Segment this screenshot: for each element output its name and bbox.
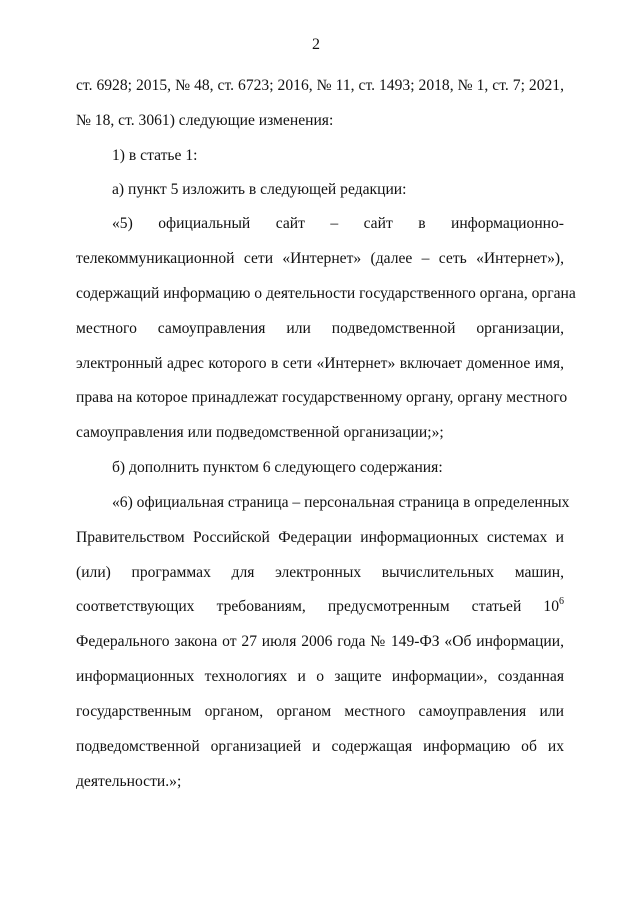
list-item-heading: 1) в статье 1:: [112, 147, 198, 164]
text-line-with-superscript: [76, 597, 564, 619]
text-line: самоуправления или подведомственной организации;»;: [76, 424, 444, 441]
sub-item-heading: а) пункт 5 изложить в следующей редакции:: [112, 181, 407, 198]
text-line: местного самоуправления или подведомственной организации,: [76, 320, 564, 337]
text-line: подведомственной организацией и содержащая информацию об их: [76, 738, 564, 755]
sub-item-heading: б) дополнить пунктом 6 следующего содержания:: [112, 459, 443, 476]
text-line: (или) программах для электронных вычислительных машин,: [76, 564, 564, 581]
text-line: ст. 6928; 2015, № 48, ст. 6723; 2016, № 11, ст. 1493; 2018, № 1, ст. 7; 2021,: [76, 77, 564, 94]
text-line: телекоммуникационной сети «Интернет» (далее – сеть «Интернет»),: [76, 250, 564, 267]
text-line: «6) официальная страница – персональная страница в определенных: [112, 494, 570, 511]
page-number: 2: [312, 36, 320, 53]
superscript: 6: [559, 596, 564, 607]
line-text: соответствующих требованиям, предусмотренным статьей 10: [76, 598, 559, 615]
text-line: государственным органом, органом местного самоуправления или: [76, 703, 564, 720]
text-line: содержащий информацию о деятельности государственного органа, органа: [76, 285, 576, 302]
text-line: информационных технологиях и о защите информации», созданная: [76, 668, 564, 685]
text-line: «5) официальный сайт – сайт в информационно-: [112, 215, 564, 232]
text-line: Правительством Российской Федерации информационных системах и: [76, 529, 564, 546]
text-line: права на которое принадлежат государственному органу, органу местного: [76, 389, 568, 406]
text-line: электронный адрес которого в сети «Интернет» включает доменное имя,: [76, 355, 564, 372]
text-line: Федерального закона от 27 июля 2006 года № 149-ФЗ «Об информации,: [76, 633, 564, 650]
text-line: деятельности.»;: [76, 773, 182, 790]
text-line: № 18, ст. 3061) следующие изменения:: [76, 112, 334, 129]
